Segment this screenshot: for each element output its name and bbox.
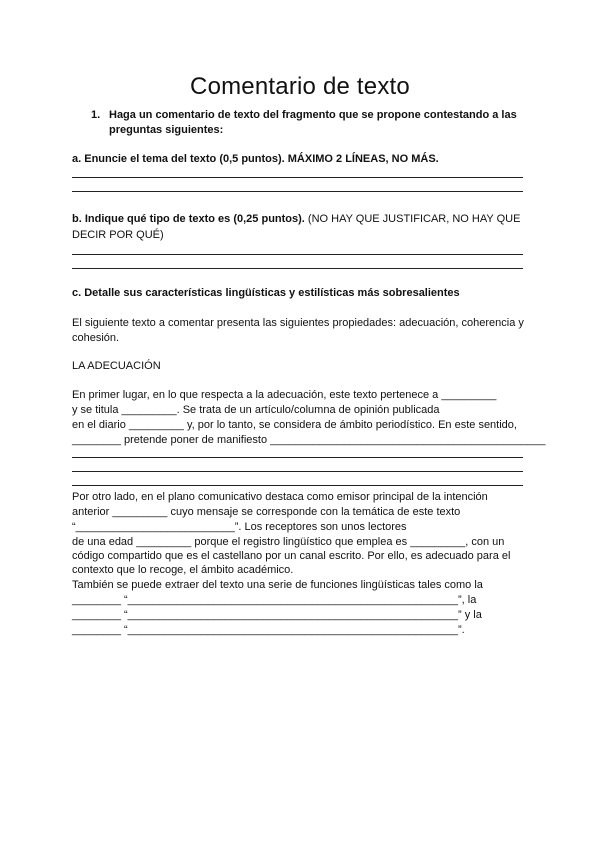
- para2-line: Por otro lado, en el plano comunicativo destaca como emisor principal de la intención: [72, 491, 488, 503]
- question-b-label-bold: b. Indique qué tipo de texto es (0,25 puntos).: [72, 213, 305, 225]
- page-title: Comentario de texto: [190, 73, 410, 100]
- question-b-label-note: (NO HAY QUE JUSTIFICAR, NO HAY QUE DECIR POR QUÉ): [72, 213, 521, 241]
- answer-line: [72, 191, 523, 192]
- answer-line: [72, 457, 523, 458]
- para2-line: “__________________________”. Los receptores son unos lectores: [72, 521, 407, 533]
- question-1-number: 1.: [91, 109, 101, 121]
- question-c-label: c. Detalle sus características lingüísticas y estilísticas más sobresalientes: [72, 287, 460, 299]
- question-b-label: [72, 211, 527, 243]
- answer-line: [72, 471, 523, 472]
- para1-line: En primer lugar, en lo que respecta a la adecuación, este texto pertenece a _________: [72, 389, 497, 401]
- para2-line: contexto que lo recoge, el ámbito académico.: [72, 564, 294, 576]
- question-1-text: Haga un comentario de texto del fragmento que se propone contestando a las preguntas siguientes:: [109, 109, 517, 136]
- answer-line: [72, 254, 523, 255]
- para2-line: ________ “______________________________________________________”, la: [72, 594, 477, 606]
- para2-line: ________ “______________________________________________________”.: [72, 624, 465, 636]
- answer-line: [72, 268, 523, 269]
- section-heading: LA ADECUACIÓN: [72, 360, 161, 372]
- para2-line: anterior _________ cuyo mensaje se corresponde con la temática de este texto: [72, 506, 461, 518]
- answer-line: [72, 485, 523, 486]
- para1-line: ________ pretende poner de manifiesto _____________________________________________: [72, 434, 546, 446]
- para2-line: También se puede extraer del texto una serie de funciones lingüísticas tales como la: [72, 579, 483, 591]
- para2-line: código compartido que es el castellano por un canal escrito. Por ello, es adecuado para el: [72, 550, 511, 562]
- para1-line: en el diario _________ y, por lo tanto, se considera de ámbito periodístico. En este sentido,: [72, 419, 517, 431]
- question-1: [91, 108, 531, 138]
- question-a-label: a. Enuncie el tema del texto (0,5 puntos). MÁXIMO 2 LÍNEAS, NO MÁS.: [72, 153, 439, 165]
- para1-line: y se titula _________. Se trata de un artículo/columna de opinión publicada: [72, 404, 440, 416]
- para2-line: de una edad _________ porque el registro lingüístico que emplea es _________, con un: [72, 536, 505, 548]
- intro-paragraph: El siguiente texto a comentar presenta las siguientes propiedades: adecuación, coherencia y cohesión.: [72, 317, 524, 344]
- para2-line: ________ “______________________________________________________” y la: [72, 609, 482, 621]
- answer-line: [72, 177, 523, 178]
